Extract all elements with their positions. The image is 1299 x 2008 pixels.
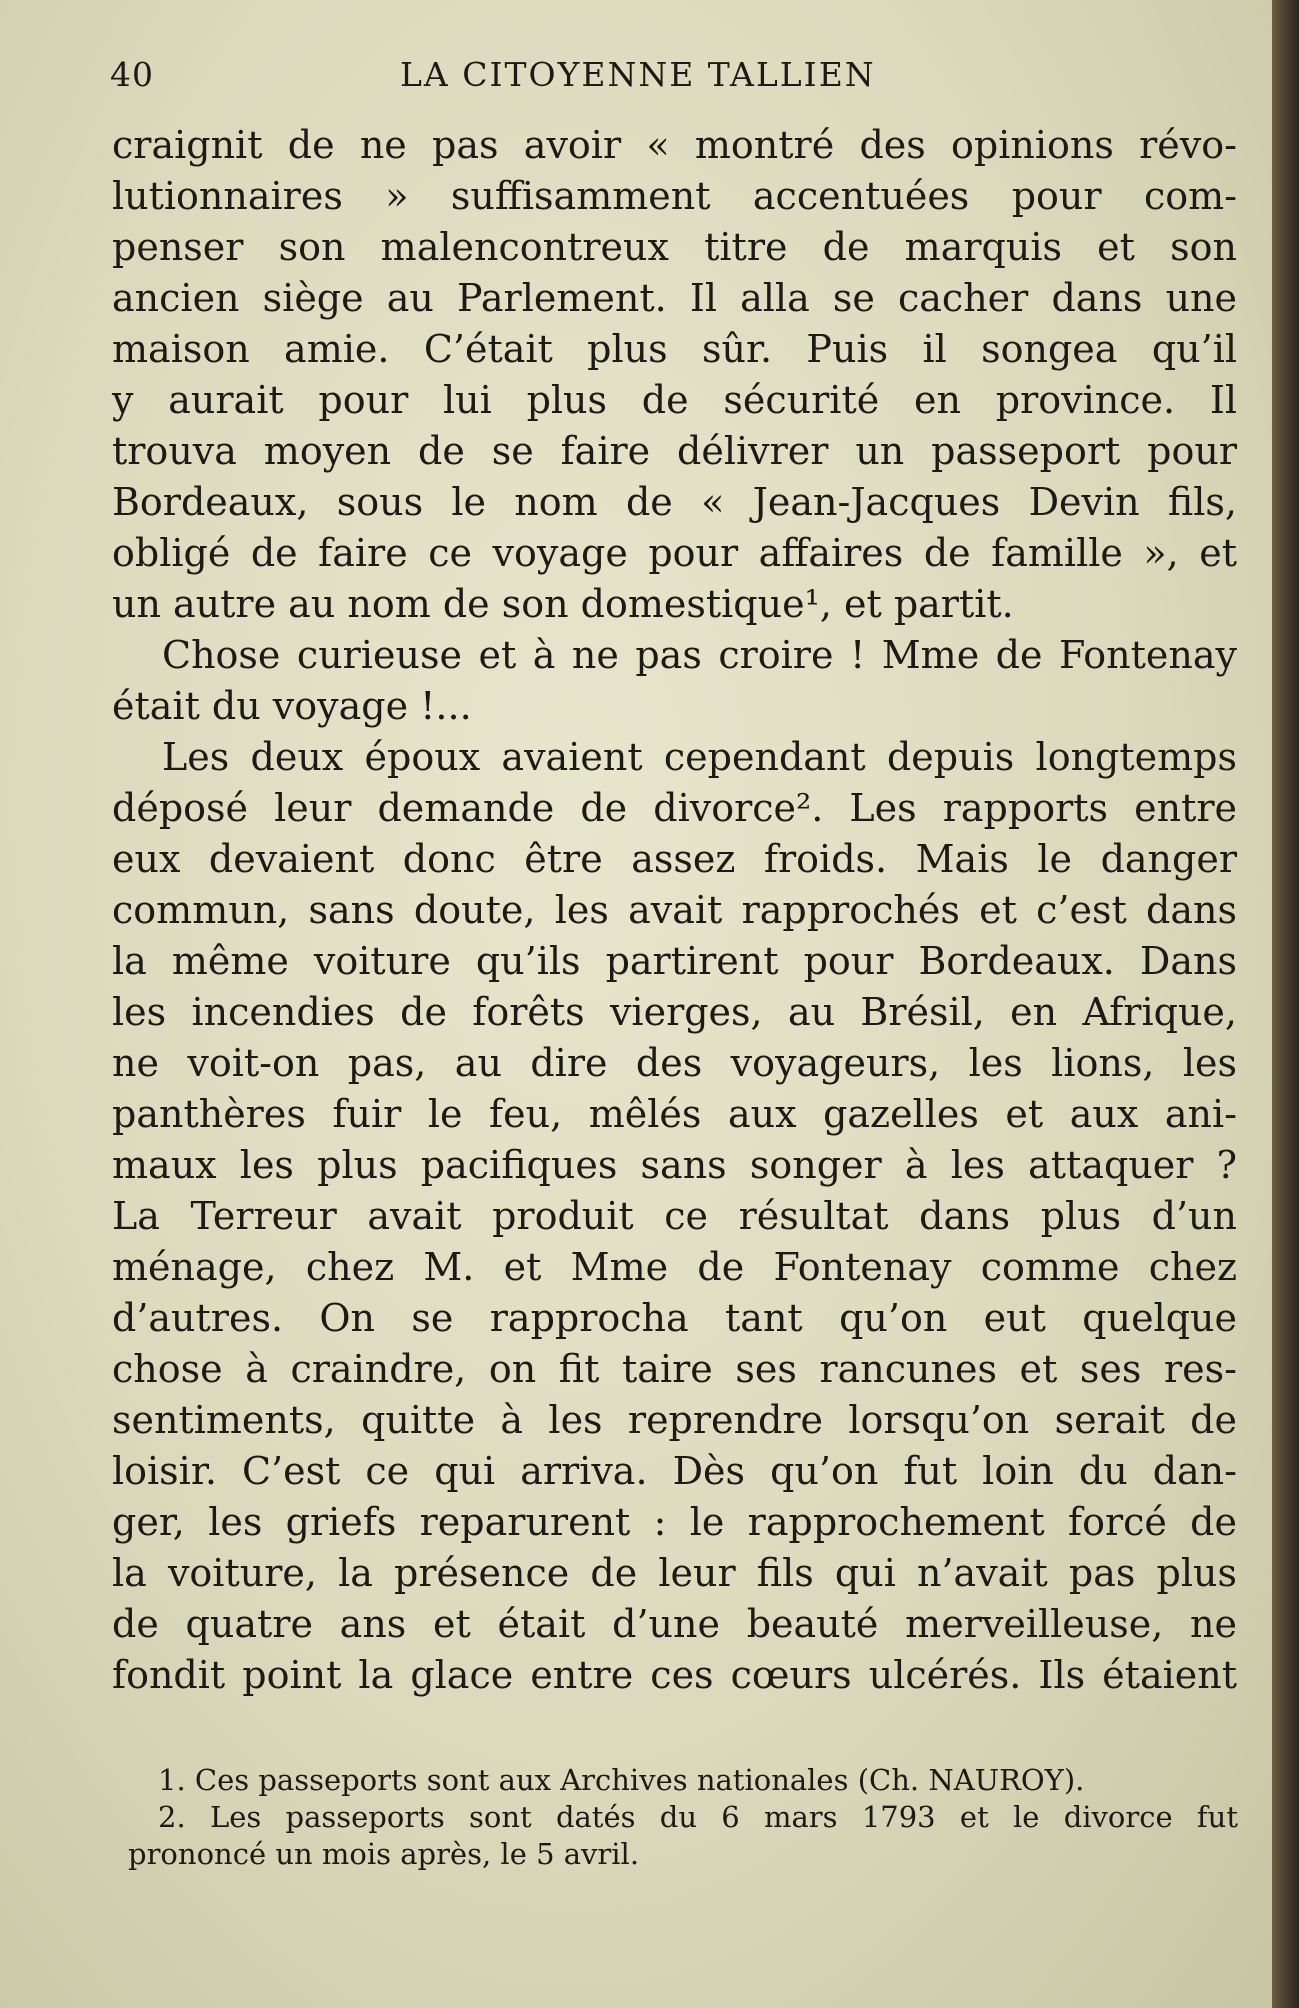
text-line: chose à craindre, on fit taire ses rancunes et ses res-: [112, 1347, 1237, 1391]
footnote-line: prononcé un mois après, le 5 avril.: [128, 1837, 640, 1871]
text-line: la voiture, la présence de leur fils qui n’avait pas plus: [112, 1551, 1237, 1595]
footnote-line: 2. Les passeports sont datés du 6 mars 1793 et le divorce fut: [158, 1800, 1238, 1834]
running-title: LA CITOYENNE TALLIEN: [400, 55, 876, 94]
page-edge: [1272, 0, 1299, 2008]
text-line: était du voyage !...: [112, 684, 472, 728]
text-line: craignit de ne pas avoir « montré des opinions révo-: [112, 123, 1237, 167]
text-line: loisir. C’est ce qui arriva. Dès qu’on fut loin du dan-: [112, 1449, 1237, 1493]
text-line: déposé leur demande de divorce². Les rapports entre: [112, 786, 1237, 830]
text-line: la même voiture qu’ils partirent pour Bordeaux. Dans: [112, 939, 1237, 983]
text-line: sentiments, quitte à les reprendre lorsqu’on serait de: [112, 1398, 1237, 1442]
text-line: penser son malencontreux titre de marquis et son: [112, 225, 1237, 269]
text-line: lutionnaires » suffisamment accentuées pour com-: [112, 174, 1237, 218]
text-line: commun, sans doute, les avait rapprochés et c’est dans: [112, 888, 1237, 932]
text-line: y aurait pour lui plus de sécurité en province. Il: [112, 378, 1237, 422]
footnote-line: 1. Ces passeports sont aux Archives nationales (Ch. NAUROY).: [158, 1763, 1085, 1797]
footnotes: [128, 1762, 1238, 1873]
body-text: [112, 120, 1237, 1701]
text-line: Les deux époux avaient cependant depuis longtemps: [162, 735, 1237, 779]
page-number: 40: [110, 55, 154, 94]
text-line: trouva moyen de se faire délivrer un passeport pour: [112, 429, 1237, 473]
text-line: les incendies de forêts vierges, au Brésil, en Afrique,: [112, 990, 1237, 1034]
text-line: de quatre ans et était d’une beauté merveilleuse, ne: [112, 1602, 1237, 1646]
text-line: ne voit-on pas, au dire des voyageurs, les lions, les: [112, 1041, 1237, 1085]
text-line: eux devaient donc être assez froids. Mais le danger: [112, 837, 1237, 881]
text-line: fondit point la glace entre ces cœurs ulcérés. Ils étaient: [112, 1653, 1237, 1697]
text-line: panthères fuir le feu, mêlés aux gazelles et aux ani-: [112, 1092, 1237, 1136]
text-line: un autre au nom de son domestique¹, et partit.: [112, 582, 1014, 626]
text-line: d’autres. On se rapprocha tant qu’on eut quelque: [112, 1296, 1237, 1340]
text-line: obligé de faire ce voyage pour affaires de famille », et: [112, 531, 1237, 575]
text-line: Chose curieuse et à ne pas croire ! Mme de Fontenay: [162, 633, 1237, 677]
text-line: maux les plus pacifiques sans songer à les attaquer ?: [112, 1143, 1237, 1187]
running-head: [110, 50, 1230, 100]
text-line: La Terreur avait produit ce résultat dans plus d’un: [112, 1194, 1237, 1238]
text-line: ancien siège au Parlement. Il alla se cacher dans une: [112, 276, 1237, 320]
text-line: Bordeaux, sous le nom de « Jean-Jacques Devin fils,: [112, 480, 1237, 524]
text-line: ger, les griefs reparurent : le rapprochement forcé de: [112, 1500, 1237, 1544]
text-line: ménage, chez M. et Mme de Fontenay comme chez: [112, 1245, 1237, 1289]
text-line: maison amie. C’était plus sûr. Puis il songea qu’il: [112, 327, 1237, 371]
